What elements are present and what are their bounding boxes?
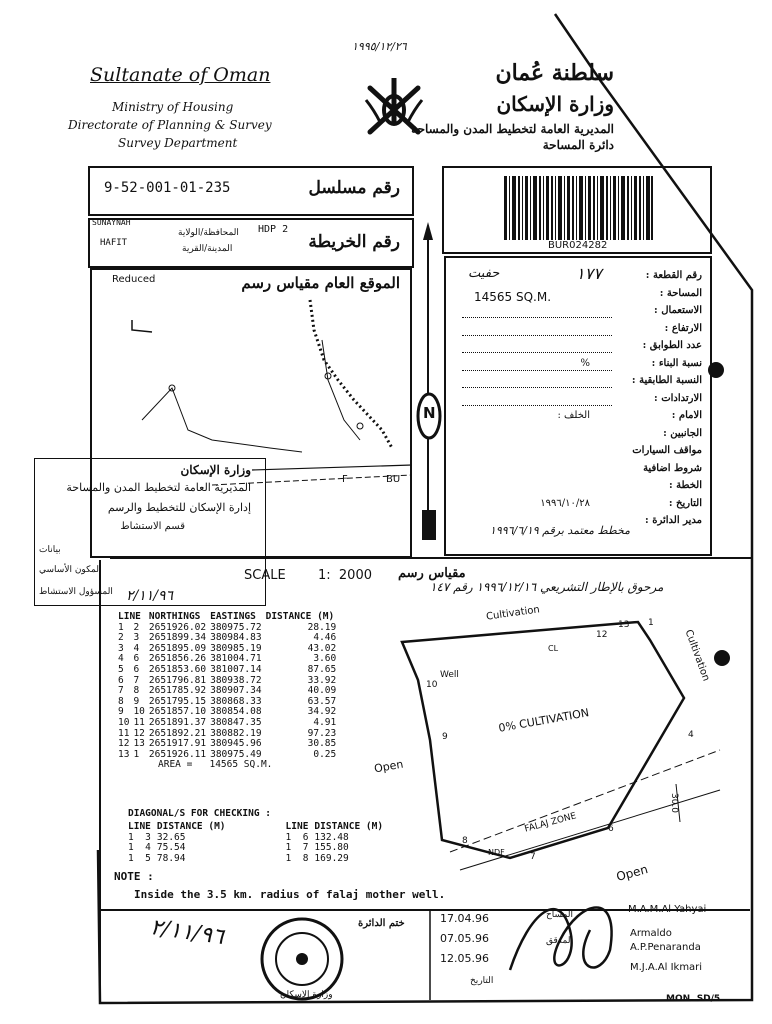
map-ref-label: رقم الخريطة [308,232,400,252]
north-label: N [423,404,436,422]
coord-easting: 380882.19 [210,727,262,739]
plot-info-box [444,256,712,556]
note-label: NOTE : [114,870,154,883]
diagonal-row [128,854,389,865]
diag-distance-a: 78.94 [156,852,186,864]
coord-easting: 380854.08 [210,706,262,718]
signature-scrawl: ٢/١١/٩٦ [126,588,174,604]
diagonals-title: DIAGONAL/S FOR CHECKING : [128,808,271,819]
coord-distance: 28.19 [307,621,337,633]
plot-field-label: الاستعمال : [654,305,702,316]
coord-line-from: 3 [118,642,124,654]
plot-drawing [390,600,730,900]
coord-line-from: 6 [118,674,124,686]
area-total: AREA = 14565 SQ.M. [158,759,273,771]
ministry-name: Ministry of Housing [112,100,234,114]
diag-header-line-a: LINE [128,821,151,832]
point-4: 4 [688,730,694,740]
coord-line-from: 11 [118,727,130,739]
coord-distance: 30.85 [307,738,337,750]
plot-field-label: النسبة الطابقية : [631,375,702,386]
map-ref-value: HDP 2 [258,224,289,235]
diag-line-b: 1 7 [285,842,309,853]
diag-line-a: 1 3 [128,831,151,843]
director-stamp-label: ختم الدائرة [358,918,405,929]
coord-northing: 2651853.60 [148,663,207,675]
handwritten-sign-date: ٢/١١/٩٦ [148,914,226,951]
point-1: 1 [648,618,654,628]
plot-field-label: مدير الدائرة : [645,515,702,526]
diag-line-a: 1 5 [128,852,151,864]
coord-northing: 2651795.15 [148,695,207,707]
coord-northing: 2651899.34 [148,632,207,644]
label-cultivation-top: Cultivation [485,604,541,623]
diag-line-b: 1 6 [285,831,309,843]
plot-field-label: الارتدادات : [654,392,702,404]
coord-easting: 381007.14 [210,663,262,675]
coord-easting: 380847.35 [210,716,262,728]
coord-northing: 2651895.09 [148,642,207,654]
serial-number: 9-52-001-01-235 [104,180,231,196]
coord-distance: 43.02 [307,642,337,654]
stamp-line7: المسؤول الاستشاط [39,587,113,597]
label-cl: CL [548,644,559,653]
coord-distance: 33.92 [307,674,337,686]
coord-line-to: 13 [133,738,145,750]
label-cultivation-center: 0% CULTIVATION [497,706,591,735]
coord-header-northings: NORTHINGS [148,611,201,622]
diag-distance-b: 169.29 [314,852,349,864]
coord-easting: 380984.83 [210,632,262,644]
name-1: M.A.M.Al Yahyai [628,904,707,915]
coord-distance: 34.92 [307,706,337,718]
point-12: 12 [596,630,608,640]
date-2: 07.05.96 [440,932,489,945]
coord-line-from: 13 [118,748,130,760]
plot-area-typed: 14565 SQ.M. [474,290,552,304]
plot-field-dots [462,395,612,406]
plot-field-dots [462,357,612,371]
coord-line-from: 9 [118,706,124,718]
label-cultivation-right: Cultivation [682,628,712,683]
coord-header-eastings: EASTINGS [210,611,256,622]
coord-line-from: 12 [118,738,130,750]
coord-easting: 380975.72 [210,621,262,633]
coord-line-from: 2 [118,632,124,644]
label-open-left: Open [373,757,405,776]
plot-handwritten-note: مخطط معتمد برقم ١٩٩٦/٦/١٩ [489,524,630,537]
coord-easting: 380938.72 [210,674,262,686]
coord-easting: 380945.96 [210,738,262,750]
coord-easting: 381004.71 [210,653,262,665]
point-13: 13 [618,620,630,630]
coord-line-to: 8 [133,685,140,697]
coord-line-to: 11 [133,716,145,728]
point-9: 9 [442,732,448,742]
plot-field-label: المساحة : [659,287,702,299]
coord-northing: 2651891.37 [148,716,207,728]
plot-field-value: % [580,357,590,369]
coord-line-from: 8 [118,695,124,707]
point-8: 8 [462,836,468,846]
diagonal-row [128,843,389,854]
stamp-line3: إدارة الإسكان للتخطيط والرسم [107,501,251,514]
coord-row [118,665,340,676]
department-name: Survey Department [118,136,238,150]
coord-line-to: 10 [133,706,145,718]
plot-field-dots [462,307,612,318]
header-ar-line2: وزارة الإسكان [496,92,614,116]
name-2: Armaldo [630,928,672,939]
coord-northing: 2651857.10 [148,706,207,718]
date-1: 17.04.96 [440,912,489,925]
coord-line-from: 7 [118,685,124,697]
coord-easting: 380868.33 [210,695,262,707]
scale-value: 1: 2000 [318,568,372,583]
diag-distance-b: 132.48 [314,831,349,843]
barcode-box [442,166,712,254]
coord-line-to: 3 [133,632,140,644]
map-ref-box [88,218,414,268]
coord-distance: 0.25 [313,748,337,760]
coord-line-to: 4 [133,642,140,654]
plot-field-label: التاريخ : [668,497,702,509]
coord-line-from: 10 [118,716,130,728]
header-ar-line1: سلطنة عُمان [495,60,614,86]
mid-handwriting: مرحوق بالإطار التشريعي ١٩٩٦/١٢/١٦ رقم ١٤٧ [430,580,664,594]
coord-line-to: 1 [133,748,140,760]
serial-label: رقم مسلسل [308,178,400,198]
serial-box [88,166,414,216]
coord-easting: 380985.19 [210,642,262,654]
plot-field-label: الارتفاع : [664,322,702,334]
wilayat-typed: HAFIT [100,238,128,248]
coord-distance: 63.57 [307,695,337,707]
village-label: المدينة/القرية [182,244,233,254]
plot-field-dots [462,377,612,388]
coord-header-distance: DISTANCE (M) [265,611,335,622]
note-text: Inside the 3.5 km. radius of falaj mother well. [134,888,446,901]
diag-header-line-b: LINE [285,821,309,832]
prepared-label: المساح [546,910,574,920]
point-10: 10 [426,680,438,690]
region-typed: SUNAYNAH [92,218,131,227]
map-label-f: F [342,474,348,485]
coord-easting: 380975.49 [210,748,262,760]
name-4: M.J.A.Al Ikmari [630,962,703,973]
plot-field-label: الجانبين : [663,427,702,439]
label-well: Well [440,670,459,680]
plot-field-label: مواقف السيارات [632,445,702,456]
top-handwriting: ١٩٩٥/١٢/٢٦ [352,40,407,53]
region-label: المحافظة/الولاية [178,228,239,238]
diag-header-distance-b: DISTANCE (M) [314,821,384,832]
plot-field-label: نسبة البناء : [651,357,702,369]
point-6: 6 [608,824,614,834]
point-7: 7 [530,852,536,862]
diag-distance-a: 32.65 [156,831,186,843]
diag-line-a: 1 4 [128,842,151,853]
plot-field-label: الامام : [671,410,702,421]
header-ar-line3: المديرية العامة لتخطيط المدن والمساحة [411,122,614,136]
label-falaj-zone: FALAJ ZONE [523,811,578,835]
coord-easting: 380907.34 [210,685,262,697]
stamp-line1: وزارة الإسكان [180,463,251,477]
reduced-note: Reduced [112,274,156,285]
plot-field-dots [462,342,612,353]
diagonals-table [128,822,389,864]
plot-field-label: الخطة : [668,480,702,491]
plot-field-dots [462,325,612,336]
stamp-line4: قسم الاستشاط [120,521,185,532]
coord-northing: 2651917.91 [148,738,207,750]
coord-line-from: 4 [118,653,124,665]
label-ndf: NDF [488,848,505,857]
coord-distance: 87.65 [307,663,337,675]
stamp-line2: المديرية العامة لتخطيط المدن والمساحة [66,481,251,494]
checked-label: المدقق [546,936,573,946]
plot-field-label: شروط اضافية [643,462,702,474]
coord-northing: 2651926.02 [148,621,207,633]
scale-label: SCALE [244,568,286,583]
coord-line-to: 6 [133,653,140,665]
signature-scribble [500,870,640,990]
coord-line-from: 1 [118,621,124,633]
scale-arabic: مقياس رسم [398,566,466,581]
diag-line-b: 1 8 [285,852,309,864]
diag-distance-a: 75.54 [156,842,186,853]
coordinate-table [118,612,340,771]
coord-line-to: 12 [133,727,145,739]
coord-northing: 2651892.21 [148,727,207,739]
coord-distance: 3.60 [313,653,337,665]
date-3: 12.05.96 [440,952,489,965]
country-name: Sultanate of Oman [90,64,271,86]
coord-line-to: 9 [133,695,140,707]
plot-field-label: عدد الطوابق : [642,340,702,351]
coord-line-from: 5 [118,663,124,675]
form-code: MON. SD/5 [666,994,721,1004]
header-ar-line4: دائرة المساحة [542,138,614,152]
stamp-line6: المكون الأساسي [39,565,102,575]
barcode-icon [504,176,654,240]
plot-field-value: الخلف : [557,410,590,421]
plot-handwritten-top: حفيت [468,266,500,281]
coord-northing: 2651856.26 [148,653,207,665]
diag-header-distance-a: DISTANCE (M) [156,821,226,832]
coord-line-to: 7 [133,674,140,686]
coord-header-line: LINE [118,611,141,622]
diag-distance-b: 155.80 [314,842,349,853]
coord-distance: 40.09 [307,685,337,697]
bottom-date-label: التاريخ [470,976,494,986]
coord-northing: 2651796.81 [148,674,207,686]
plot-field-label: رقم القطعة : [645,270,702,281]
coord-line-to: 6 [133,663,140,675]
plot-number-value: ١٧٧ [576,264,602,283]
coord-northing: 2651785.92 [148,685,207,697]
barcode-code: BUR024282 [548,240,608,251]
plot-field-value: ١٩٩٦/١٠/٢٨ [540,497,590,509]
coord-row [118,718,340,729]
name-3: A.P.Penaranda [630,942,701,953]
label-open-right: Open [614,862,650,884]
left-stamp [34,458,266,606]
coord-line-to: 2 [133,621,140,633]
label-dimension: 30.0 [669,792,680,814]
coord-distance: 97.23 [307,727,337,739]
stamp-ministry: وزارة الإسكان [280,990,333,1000]
map-label-bu: BU [386,474,401,485]
stamp-line5: بيانات [39,545,61,555]
coord-distance: 4.91 [313,716,337,728]
north-arrow-tail-icon [420,510,438,544]
location-map-title: الموقع العام مقياس رسم [241,274,400,292]
coord-distance: 4.46 [313,632,337,644]
directorate-name: Directorate of Planning & Survey [68,118,272,132]
coord-northing: 2651926.11 [148,748,207,760]
